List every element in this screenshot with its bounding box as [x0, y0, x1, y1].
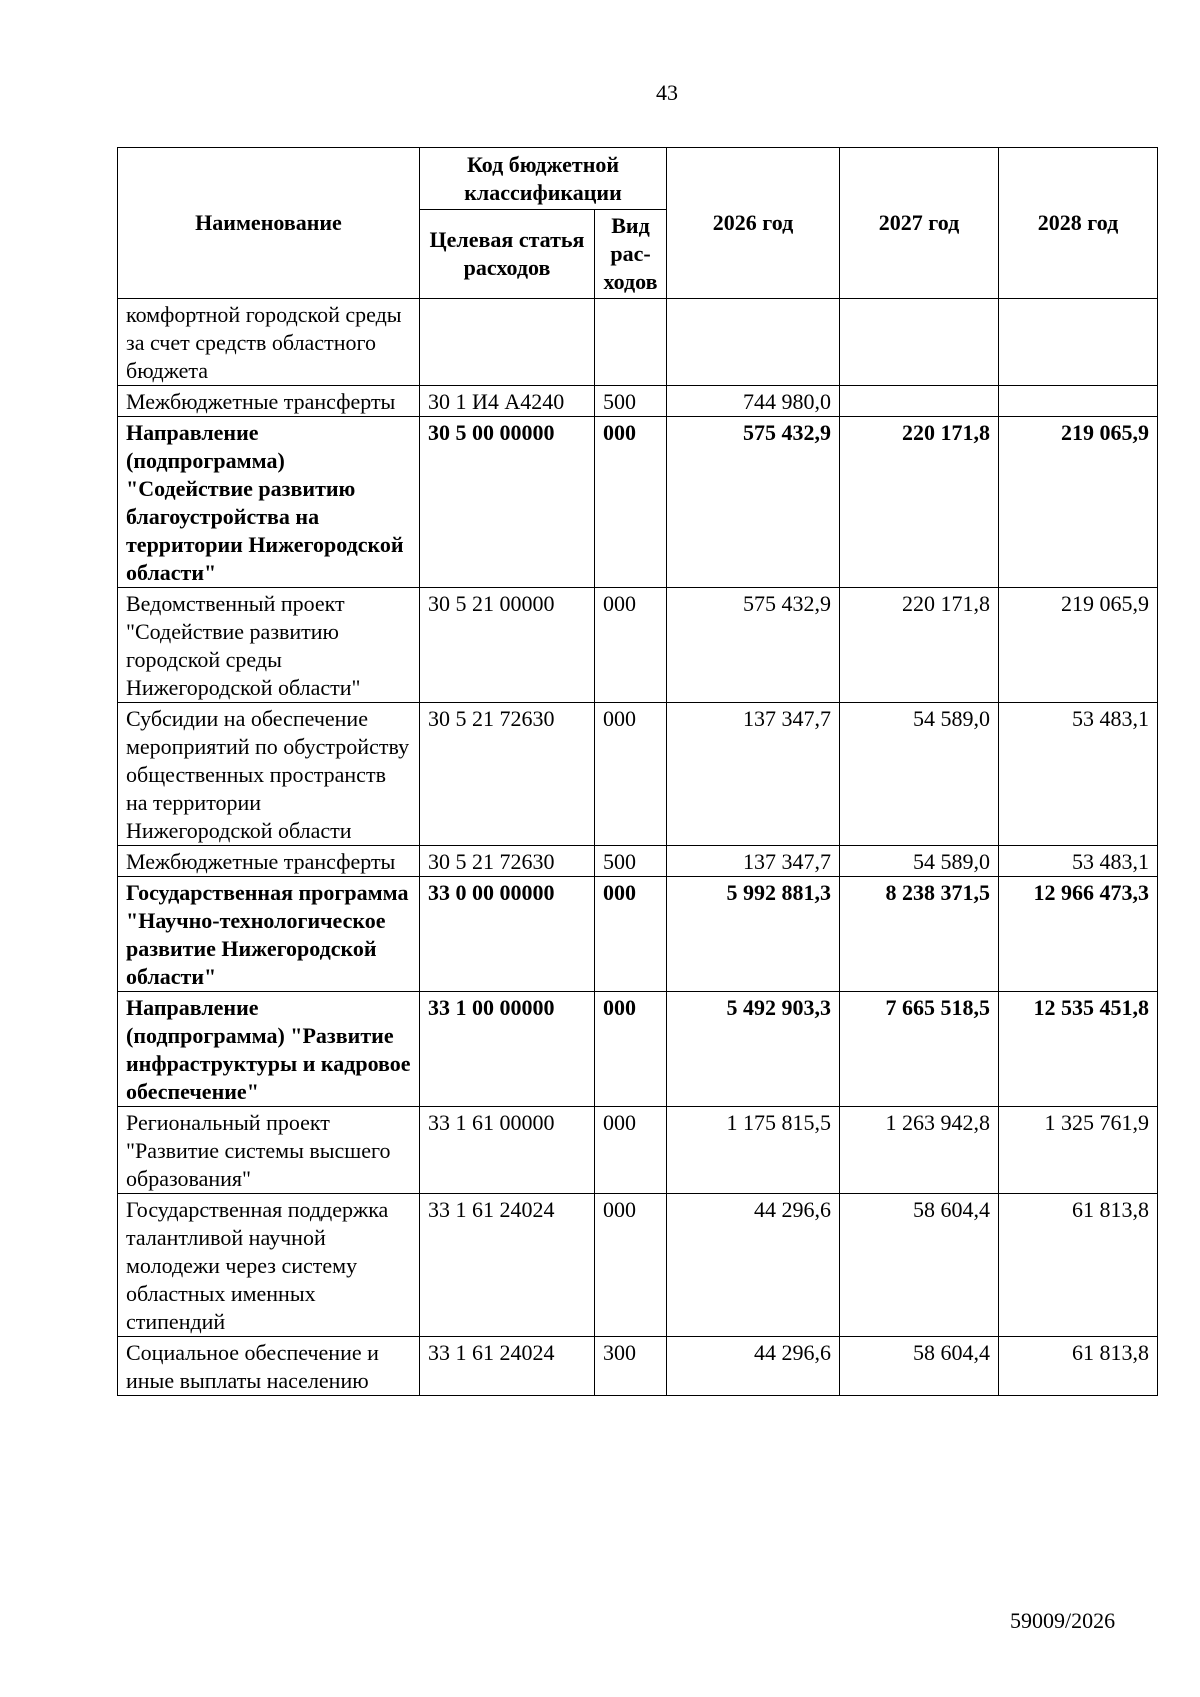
cell-2028	[999, 299, 1158, 386]
cell-2028: 1 325 761,9	[999, 1107, 1158, 1194]
table-row	[118, 846, 1158, 877]
cell-2026	[667, 299, 840, 386]
cell-2028: 219 065,9	[999, 588, 1158, 703]
cell-name: Ведомственный проект "Содействие развитию городской среды Нижегородской области"	[118, 588, 420, 703]
cell-2027: 7 665 518,5	[840, 992, 999, 1107]
document-code: 59009/2026	[1010, 1608, 1116, 1633]
cell-target-article	[420, 299, 595, 386]
header-expense-type: Вид рас-ходов	[595, 210, 667, 299]
table-row	[118, 417, 1158, 588]
cell-2026: 575 432,9	[667, 417, 840, 588]
cell-target-article: 33 0 00 00000	[420, 877, 595, 992]
table-row	[118, 386, 1158, 417]
cell-name: Субсидии на обеспечение мероприятий по обустройству общественных пространств на территории Нижегородской области	[118, 703, 420, 846]
cell-name: Социальное обеспечение и иные выплаты населению	[118, 1337, 420, 1396]
cell-expense-type: 500	[595, 386, 667, 417]
cell-expense-type: 000	[595, 1194, 667, 1337]
cell-name: Межбюджетные трансферты	[118, 846, 420, 877]
cell-name: Государственная программа "Научно-технологическое развитие Нижегородской области"	[118, 877, 420, 992]
cell-2028: 12 966 473,3	[999, 877, 1158, 992]
table-row	[118, 1337, 1158, 1396]
cell-2026: 137 347,7	[667, 703, 840, 846]
cell-expense-type: 300	[595, 1337, 667, 1396]
cell-name: Государственная поддержка талантливой научной молодежи через систему областных именных стипендий	[118, 1194, 420, 1337]
cell-2026: 744 980,0	[667, 386, 840, 417]
header-classification: Код бюджетной классификации	[420, 148, 667, 210]
cell-2026: 575 432,9	[667, 588, 840, 703]
cell-2027: 220 171,8	[840, 588, 999, 703]
cell-expense-type: 000	[595, 992, 667, 1107]
cell-2026: 5 492 903,3	[667, 992, 840, 1107]
cell-2028: 12 535 451,8	[999, 992, 1158, 1107]
header-2026: 2026 год	[667, 148, 840, 299]
cell-target-article: 30 5 21 00000	[420, 588, 595, 703]
cell-expense-type: 000	[595, 703, 667, 846]
cell-target-article: 30 5 21 72630	[420, 846, 595, 877]
cell-2026: 5 992 881,3	[667, 877, 840, 992]
cell-2026: 1 175 815,5	[667, 1107, 840, 1194]
cell-2027: 8 238 371,5	[840, 877, 999, 992]
table-row	[118, 588, 1158, 703]
cell-2027: 58 604,4	[840, 1337, 999, 1396]
cell-target-article: 33 1 61 00000	[420, 1107, 595, 1194]
cell-2028: 61 813,8	[999, 1337, 1158, 1396]
cell-2027: 58 604,4	[840, 1194, 999, 1337]
cell-2027: 1 263 942,8	[840, 1107, 999, 1194]
table-row	[118, 1194, 1158, 1337]
cell-expense-type: 500	[595, 846, 667, 877]
table-row	[118, 1107, 1158, 1194]
cell-expense-type	[595, 299, 667, 386]
table-row	[118, 703, 1158, 846]
table-row	[118, 992, 1158, 1107]
cell-2027	[840, 299, 999, 386]
budget-table	[117, 147, 1158, 1396]
header-target-article: Целевая статья расходов	[420, 210, 595, 299]
page-number: 43	[656, 80, 678, 105]
cell-target-article: 33 1 61 24024	[420, 1337, 595, 1396]
cell-expense-type: 000	[595, 877, 667, 992]
cell-expense-type: 000	[595, 1107, 667, 1194]
cell-target-article: 30 5 00 00000	[420, 417, 595, 588]
cell-target-article: 30 5 21 72630	[420, 703, 595, 846]
cell-target-article: 33 1 00 00000	[420, 992, 595, 1107]
cell-name: Направление (подпрограмма) "Содействие развитию благоустройства на территории Нижегородской области"	[118, 417, 420, 588]
cell-name: Региональный проект "Развитие системы высшего образования"	[118, 1107, 420, 1194]
cell-name: комфортной городской среды за счет средств областного бюджета	[118, 299, 420, 386]
cell-2026: 44 296,6	[667, 1337, 840, 1396]
header-2028: 2028 год	[999, 148, 1158, 299]
cell-2028: 53 483,1	[999, 846, 1158, 877]
cell-2028: 53 483,1	[999, 703, 1158, 846]
header-2027: 2027 год	[840, 148, 999, 299]
cell-2027	[840, 386, 999, 417]
table-body	[118, 299, 1158, 1396]
cell-2027: 54 589,0	[840, 846, 999, 877]
table-row	[118, 299, 1158, 386]
cell-2028: 219 065,9	[999, 417, 1158, 588]
cell-expense-type: 000	[595, 588, 667, 703]
cell-2026: 137 347,7	[667, 846, 840, 877]
cell-expense-type: 000	[595, 417, 667, 588]
cell-target-article: 30 1 И4 А4240	[420, 386, 595, 417]
header-name: Наименование	[118, 148, 420, 299]
cell-name: Направление (подпрограмма) "Развитие инфраструктуры и кадровое обеспечение"	[118, 992, 420, 1107]
cell-name: Межбюджетные трансферты	[118, 386, 420, 417]
cell-target-article: 33 1 61 24024	[420, 1194, 595, 1337]
cell-2027: 54 589,0	[840, 703, 999, 846]
table-row	[118, 877, 1158, 992]
cell-2026: 44 296,6	[667, 1194, 840, 1337]
cell-2028	[999, 386, 1158, 417]
cell-2027: 220 171,8	[840, 417, 999, 588]
cell-2028: 61 813,8	[999, 1194, 1158, 1337]
